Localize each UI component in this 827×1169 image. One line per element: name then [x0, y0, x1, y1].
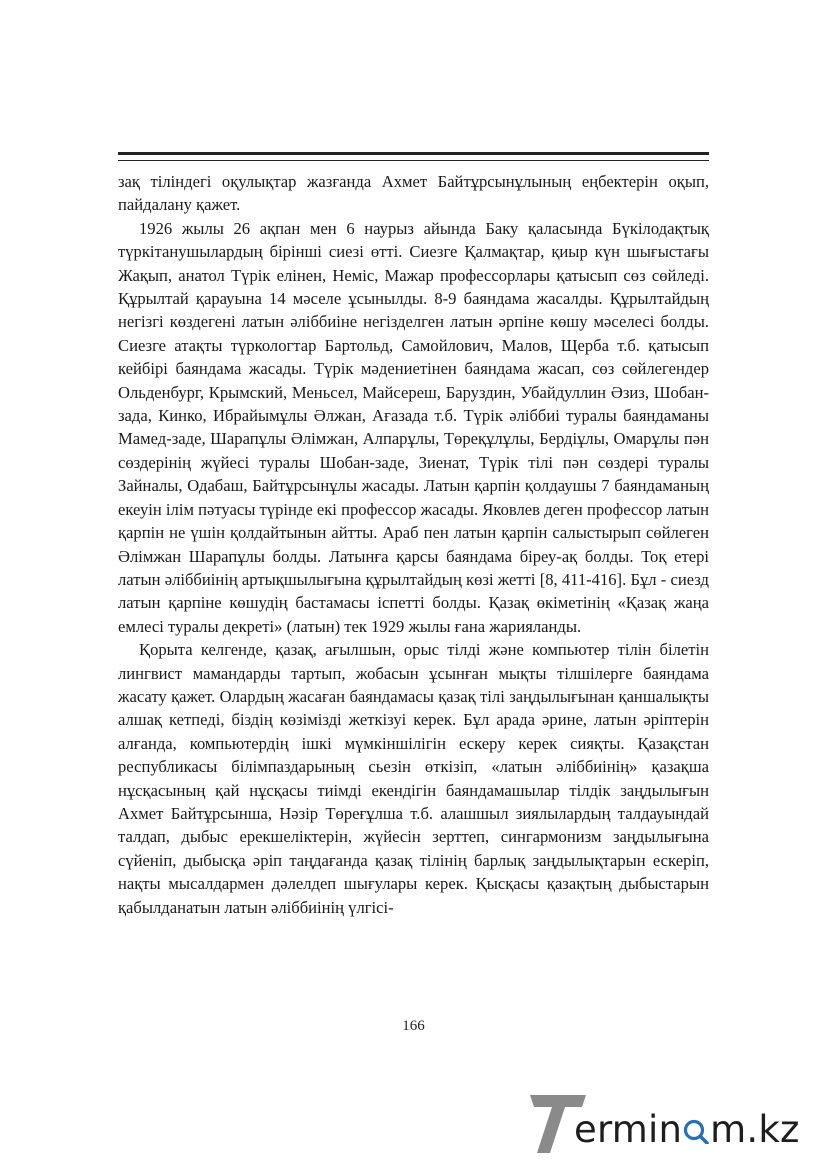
- paragraph-conclusion: Қорыта келгенде, қазақ, ағылшын, орыс тілді және компьютер тілін білетін лингвист мамандарды тартып, жобасын ұсынған мықты тілшілерге баяндама жасату қажет. Олардың жасаған баяндамасы қазақ тілі заңдылығынан қаншалықты алшақ кетпеді, біздің көзімізді жеткізуі керек. Бұл арада әрине, латын әріптерін алғанда, компьютердің ішкі мүмкіншілігін ескеру керек сияқты. Қазақстан республикасы білімпаздарының сьезін өткізіп, «латын әліббиінің» қазақша нұсқасының қай нұсқасы тиімді екендігін баяндамашылар тілдік заңдылығын Ахмет Байтұрсынша, Нәзір Төреғұлша т.б. алашшыл зиялылардың талдауындай талдап, дыбыс ерекшеліктерін, жүйесін зерттеп, сингармонизм заңдылығына сүйеніп, дыбысқа әріп таңдағанда қазақ тілінің барлық заңдылықтарын ескеріп, нақты мысалдармен дәлелдеп шығулары керек. Қысқасы қазақтың дыбыстарын қабылданатын латын әліббиінің үлгісі-: [118, 640, 709, 917]
- page-number: 166: [402, 1018, 425, 1034]
- logo-wordmark: [574, 1110, 800, 1150]
- magnifier-icon: [683, 1112, 709, 1138]
- header-rule-thin: [118, 160, 709, 161]
- termincom-watermark-logo: [528, 1093, 818, 1155]
- header-rule-thick: [118, 152, 709, 155]
- logo-text-ermin: ermin: [574, 1108, 683, 1151]
- body-text: [118, 170, 709, 919]
- paragraph-baku-congress: 1926 жылы 26 ақпан мен 6 наурыз айында Баку қаласында Бүкілодақтық түркітанушылардың бірінші сиезі өтті. Сиезге Қалмақтар, қиыр күн шығыстағы Жақып, анатол Түрік елінен, Неміс, Мажар профессорлары қатысып сөз сөйледі. Құрылтай қарауына 14 мәселе ұсынылды. 8-9 баяндама жасалды. Құрылтайдың негізгі көздегені латын әліббиіне негізделген латын әрпіне көшу мәселесі болды. Сиезге атақты түркологтар Бартольд, Самойлович, Малов, Щерба т.б. қатысып кейбірі баяндама жасады. Түрік мәдениетінен баяндама жасап, сөз сөйлегендер Ольденбург, Крымский, Меньсел, Майсереш, Баруздин, Убайдуллин Әзиз, Шобан-зада, Кинко, Ибрайымұлы Әлжан, Ағазада т.б. Түрік әліббиі туралы баяндаманы Мамед-заде, Шарапұлы Әлімжан, Алпарұлы, Төреқұлұлы, Бердіұлы, Омарұлы пән сөздерінің жүйесі туралы Шобан-заде, Зиенат, Түрік тілі пән сөздері туралы Зайналы, Одабаш, Байтұрсынұлы жасады. Латын қарпін қолдаушы 7 баяндаманың екеуін ілім пәтуасы түрінде екі профессор жасады. Яковлев деген профессор латын қарпін не үшін қолдайтынын айтты. Араб пен латын қарпін салыстырып сөйлеген Әлімжан Шарапұлы болды. Латынға қарсы баяндама біреу-ақ болды. Тоқ етері латын әліббиінің артықшылығына құрылтайдың көзі жетті [8, 411-416]. Бұл - сиезд латын қарпіне көшудің бастамасы іспетті болды. Қазақ өкіметінің «Қазақ жаңа емлесі туралы декреті» (латын) тек 1929 жылы ғана жарияланды.: [118, 218, 709, 636]
- paragraph-continuation: зақ тіліндегі оқулықтар жазғанда Ахмет Байтұрсынұлының еңбектерін оқып, пайдалану қажет.: [118, 172, 709, 215]
- logo-text-mkz: m.kz: [710, 1108, 800, 1151]
